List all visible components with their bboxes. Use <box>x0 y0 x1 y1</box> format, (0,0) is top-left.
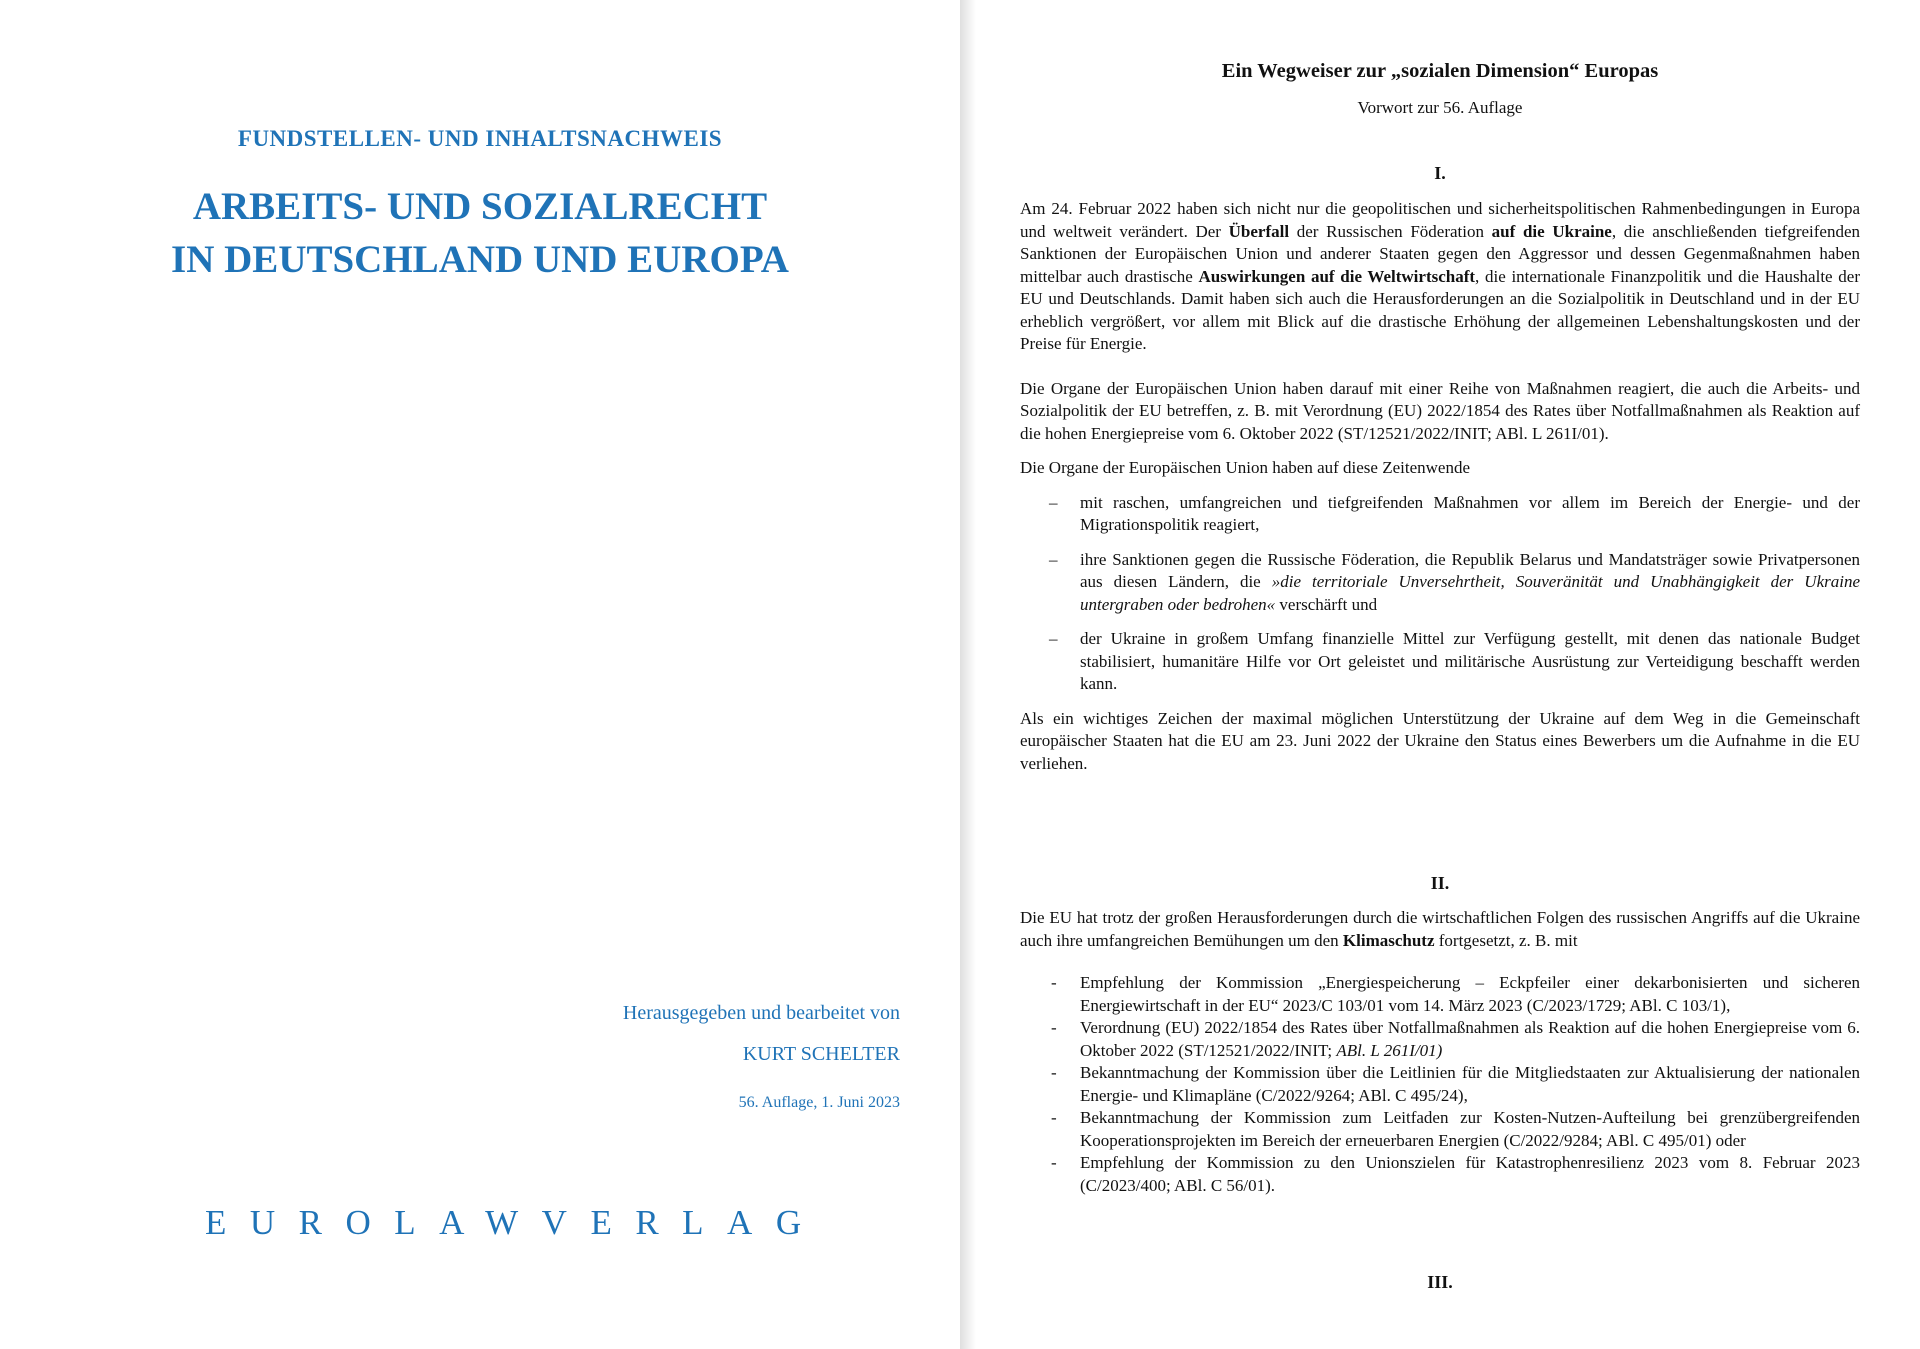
list-item-text: mit raschen, umfangreichen und tiefgreifenden Maßnahmen vor allem im Bereich der Energie- und der Migrationspolitik reagiert, <box>1080 492 1860 534</box>
bold-text: auf die Ukraine <box>1491 221 1612 241</box>
bullet-mark: – <box>1049 549 1058 569</box>
foreword-subtitle: Vorwort zur 56. Auflage <box>1357 98 1523 117</box>
list-item-text: Empfehlung der Kommission „Energiespeicherung – Eckpfeiler einer dekarbonisierten und sicheren Energiewirtschaft in der EU“ 2023/C 103/01 vom 14. März 2023 (C/2023/1729; ABl. C 103/1), <box>1080 973 1860 1015</box>
paragraph: Als ein wichtiges Zeichen der maximal möglichen Unterstützung der Ukraine auf dem Weg in die Gemeinschaft europäischer Staaten hat die EU am 23. Juni 2022 der Ukraine den Status eines Bewerbers um die Aufnahme in die EU verliehen. <box>1020 708 1860 773</box>
list-item <box>1020 628 1860 696</box>
italic-text: ABl. L 261I/01) <box>1336 1040 1443 1060</box>
book-title <box>0 180 960 286</box>
list-item <box>1020 972 1860 1017</box>
bullet-mark: – <box>1049 629 1058 648</box>
bullet-list <box>1020 492 1860 696</box>
paragraph: Am 24. Februar 2022 haben sich nicht nur die geopolitischen und sicherheitspolitischen Rahmenbedingungen in Europa und weltweit verändert. Der Überfall der Russischen Föderation auf die Ukraine, die anschließenden tiefgreifenden Sanktionen der Europäischen Union und anderer Staaten gegen den Aggressor und dessen Gegenmaßnahmen haben mittelbar auch drastische Auswirkungen auf die Weltwirtschaft, die internationale Finanzpolitik und die Haushalte der EU und Deutschlands. Damit haben sich auch die Herausforderungen an die Sozialpolitik in Deutschland und in der EU erheblich vergrößert, vor allem mit Blick auf die drastische Erhöhung der allgemeinen Lebenshaltungskosten und der Preise für Energie. <box>1020 199 1861 353</box>
paragraph: Die Organe der Europäischen Union haben darauf mit einer Reihe von Maßnahmen reagiert, die auch die Arbeits- und Sozialpolitik der EU betreffen, z. B. mit Verordnung (EU) 2022/1854 des Rates über Notfallmaßnahmen als Reaktion auf die hohen Energiepreise vom 6. Oktober 2022 (ST/12521/2022/INIT; ABl. L 261I/01). <box>1020 378 1860 443</box>
section-1-body <box>1020 198 1860 775</box>
list-item-text: Verordnung (EU) 2022/1854 des Rates über Notfallmaßnahmen als Reaktion auf die hohen Energiepreise vom 6. Oktober 2022 (ST/12521/2022/INIT; ABl. L 261I/01) <box>1080 1018 1860 1060</box>
bold-text: Auswirkungen auf die Weltwirtschaft <box>1198 266 1476 286</box>
list-item <box>1020 549 1860 617</box>
list-item <box>1020 1152 1860 1197</box>
section-number: II. <box>1430 873 1450 893</box>
gutter-shadow <box>960 0 976 1349</box>
bold-text: Überfall <box>1228 221 1290 241</box>
book-title-line: IN DEUTSCHLAND UND EUROPA <box>171 238 789 281</box>
italic-text: »die territoriale Unversehrtheit, Souveränität und Unabhängigkeit der Ukraine untergraben oder bedrohen« <box>1080 572 1860 614</box>
bullet-mark: – <box>1049 492 1058 512</box>
list-item <box>1020 1017 1860 1062</box>
supertitle: FUNDSTELLEN- UND INHALTSNACHWEIS <box>237 126 723 151</box>
bold-text: Klimaschutz <box>1342 930 1435 950</box>
list-item-text: Empfehlung der Kommission zu den Unionszielen für Katastrophenresilienz 2023 vom 8. Februar 2023 (C/2023/400; ABl. C 56/01). <box>1080 1153 1860 1195</box>
editor-name: KURT SCHELTER <box>742 1043 900 1065</box>
bullet-list <box>1020 972 1860 1197</box>
list-item-text: der Ukraine in großem Umfang finanzielle Mittel zur Verfügung gestellt, mit denen das nationale Budget stabilisiert, humanitäre Hilfe vor Ort geleistet und militärische Ausrüstung zur Verteidigung beschafft werden kann. <box>1080 629 1860 693</box>
bullet-mark: - <box>1051 1108 1057 1127</box>
bullet-mark: - <box>1051 1063 1057 1082</box>
list-item <box>1020 492 1860 537</box>
publisher-name: EUROLAWVERLAG <box>205 1203 825 1242</box>
list-item-text: ihre Sanktionen gegen die Russische Föderation, die Republik Belarus und Mandatsträger sowie Privatpersonen aus diesen Ländern, die »die territoriale Unversehrtheit, Souveränität und Unabhängigkeit der Ukraine untergraben oder bedrohen« verschärft und <box>1080 549 1860 614</box>
list-item-text: Bekanntmachung der Kommission über die Leitlinien für die Mitgliedstaaten zur Aktualisierung der nationalen Energie- und Klimapläne (C/2022/9264; ABl. C 495/24), <box>1080 1063 1860 1105</box>
foreword-title: Ein Wegweiser zur „sozialen Dimension“ Europas <box>1221 60 1659 82</box>
list-item <box>1020 1062 1860 1107</box>
section-2-body <box>1020 907 1860 1197</box>
bullet-mark: - <box>1051 973 1057 992</box>
edition-info: 56. Auflage, 1. Juni 2023 <box>738 1094 900 1111</box>
section-number: III. <box>1427 1272 1453 1292</box>
list-item-text: Bekanntmachung der Kommission zum Leitfaden zur Kosten-Nutzen-Aufteilung bei grenzübergreifenden Kooperationsprojekten im Bereich der erneuerbaren Energien (C/2022/9284; ABl. C 495/01) oder <box>1080 1108 1860 1150</box>
section-number: I. <box>1434 163 1446 183</box>
list-item <box>1020 1107 1860 1152</box>
paragraph: Die Organe der Europäischen Union haben auf diese Zeitenwende <box>1020 458 1471 477</box>
book-title-line: ARBEITS- UND SOZIALRECHT <box>192 185 768 228</box>
bullet-mark: - <box>1051 1018 1057 1037</box>
bullet-mark: - <box>1051 1153 1057 1172</box>
paragraph: Die EU hat trotz der großen Herausforderungen durch die wirtschaftlichen Folgen des russischen Angriffs auf die Ukraine auch ihre umfangreichen Bemühungen um den Klimaschutz fortgesetzt, z. B. mit <box>1020 908 1860 950</box>
editor-label: Herausgegeben und bearbeitet von <box>622 1002 900 1024</box>
